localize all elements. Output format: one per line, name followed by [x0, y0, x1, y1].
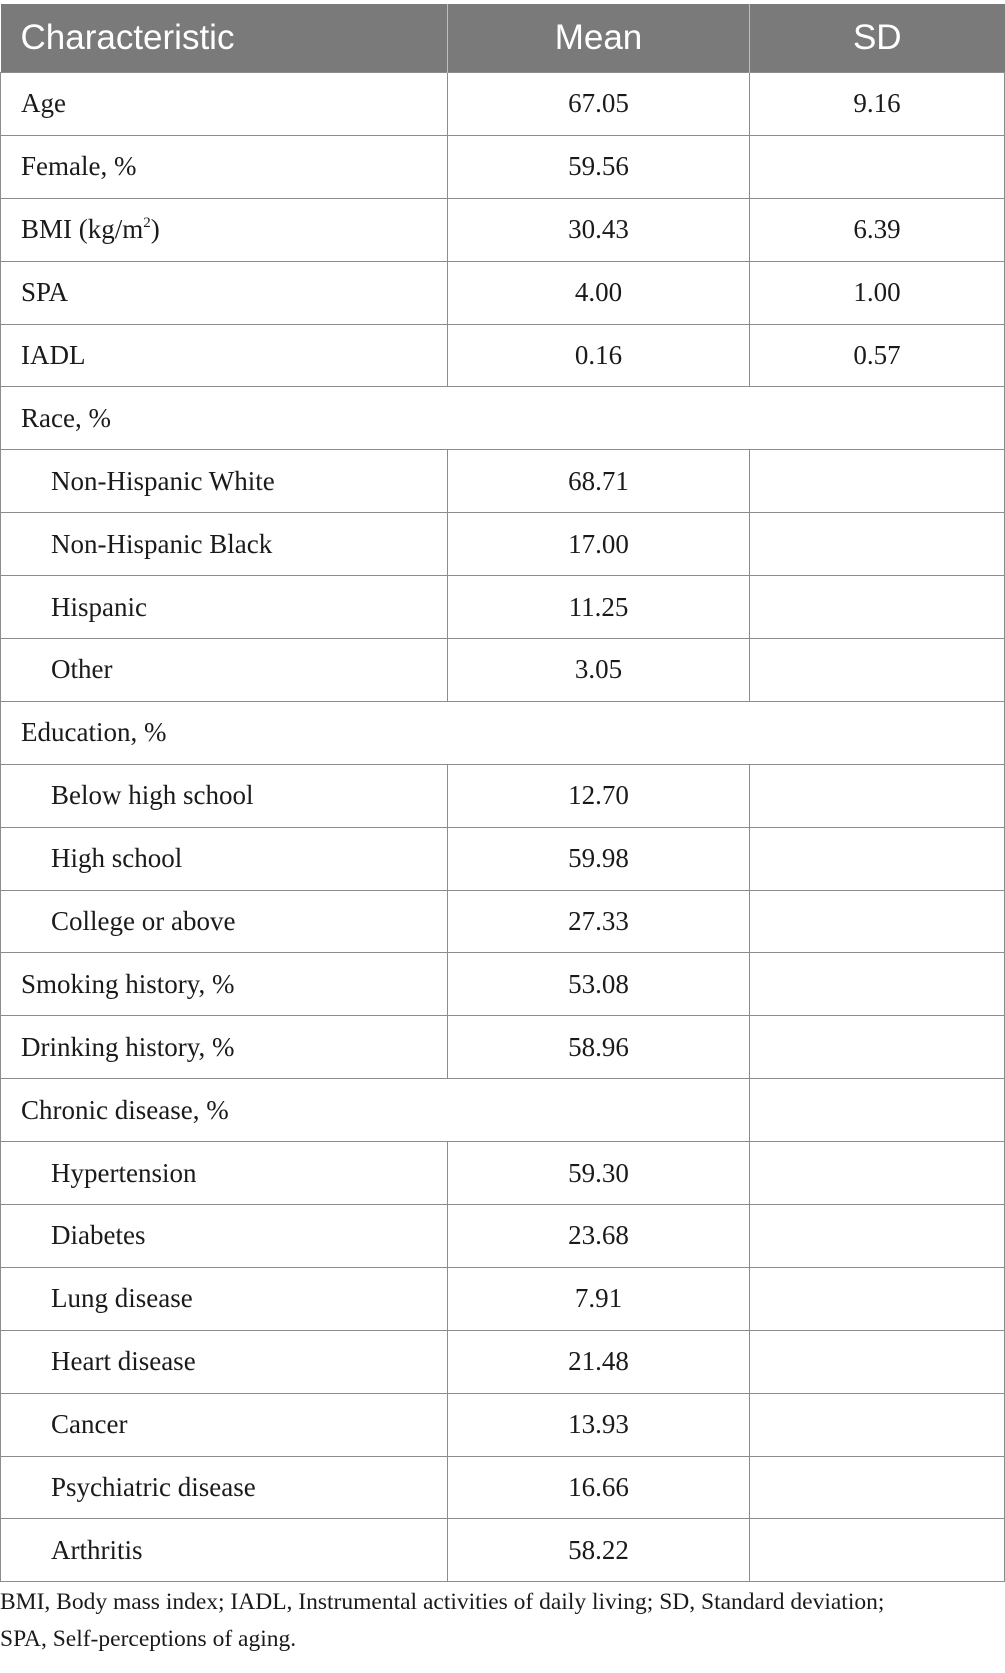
sd-cell: 0.57	[750, 324, 1005, 387]
header-sd: SD	[750, 4, 1005, 73]
mean-cell: 4.00	[448, 261, 750, 324]
characteristic-cell	[1, 198, 448, 261]
mean-cell: 3.05	[448, 639, 750, 702]
table-row	[1, 261, 1005, 324]
characteristic-cell: Other	[1, 639, 448, 702]
header-characteristic: Characteristic	[1, 4, 448, 73]
characteristics-table	[0, 4, 1005, 1582]
table-row	[1, 576, 1005, 639]
characteristic-cell: Non-Hispanic Black	[1, 513, 448, 576]
footnote-line-1: BMI, Body mass index; IADL, Instrumental activities of daily living; SD, Standard deviation;	[0, 1589, 885, 1615]
sd-cell	[750, 827, 1005, 890]
characteristic-cell: Smoking history, %	[1, 953, 448, 1016]
characteristic-cell: Non-Hispanic White	[1, 450, 448, 513]
table-row	[1, 1456, 1005, 1519]
mean-cell: 12.70	[448, 764, 750, 827]
table-header-row	[1, 4, 1005, 73]
characteristic-cell: Drinking history, %	[1, 1016, 448, 1079]
sd-cell	[750, 1142, 1005, 1205]
table-row	[1, 890, 1005, 953]
characteristics-table-container	[0, 4, 1004, 1582]
table-row	[1, 513, 1005, 576]
table-row	[1, 1519, 1005, 1582]
sd-cell	[750, 576, 1005, 639]
sd-cell	[750, 1205, 1005, 1268]
characteristic-cell: IADL	[1, 324, 448, 387]
table-row	[1, 1330, 1005, 1393]
table-row	[1, 764, 1005, 827]
sd-cell	[750, 1016, 1005, 1079]
sd-cell	[750, 513, 1005, 576]
sd-cell	[750, 135, 1005, 198]
table-body	[1, 73, 1005, 1582]
mean-cell: 23.68	[448, 1205, 750, 1268]
sd-cell	[750, 639, 1005, 702]
characteristic-cell: Hispanic	[1, 576, 448, 639]
header-mean: Mean	[448, 4, 750, 73]
table-row	[1, 1267, 1005, 1330]
sd-cell: 9.16	[750, 73, 1005, 136]
mean-cell: 68.71	[448, 450, 750, 513]
table-row	[1, 135, 1005, 198]
mean-cell: 0.16	[448, 324, 750, 387]
group-label: Education, %	[1, 701, 1005, 764]
sd-cell	[750, 953, 1005, 1016]
table-row	[1, 450, 1005, 513]
characteristic-cell: SPA	[1, 261, 448, 324]
footnote-line-2: SPA, Self-perceptions of aging.	[0, 1626, 297, 1652]
mean-cell: 27.33	[448, 890, 750, 953]
characteristic-cell: Arthritis	[1, 1519, 448, 1582]
characteristic-cell: Below high school	[1, 764, 448, 827]
mean-cell: 11.25	[448, 576, 750, 639]
mean-cell: 59.98	[448, 827, 750, 890]
table-row	[1, 701, 1005, 764]
sd-cell	[750, 450, 1005, 513]
sd-cell	[750, 1267, 1005, 1330]
superscript: 2	[143, 215, 151, 232]
table-row	[1, 1016, 1005, 1079]
table-row	[1, 1079, 1005, 1142]
characteristic-cell: Psychiatric disease	[1, 1456, 448, 1519]
table-footnote	[0, 1584, 1004, 1658]
table-row	[1, 73, 1005, 136]
characteristic-cell: Cancer	[1, 1393, 448, 1456]
mean-cell: 17.00	[448, 513, 750, 576]
table-row	[1, 1205, 1005, 1268]
sd-cell	[750, 890, 1005, 953]
sd-cell	[750, 1393, 1005, 1456]
mean-cell: 58.22	[448, 1519, 750, 1582]
characteristic-cell: Age	[1, 73, 448, 136]
sd-cell	[750, 764, 1005, 827]
sd-cell: 6.39	[750, 198, 1005, 261]
mean-cell: 53.08	[448, 953, 750, 1016]
mean-cell: 13.93	[448, 1393, 750, 1456]
table-row	[1, 324, 1005, 387]
characteristic-cell: Female, %	[1, 135, 448, 198]
mean-cell: 59.56	[448, 135, 750, 198]
mean-cell: 7.91	[448, 1267, 750, 1330]
table-row	[1, 953, 1005, 1016]
mean-cell: 30.43	[448, 198, 750, 261]
group-label: Chronic disease, %	[1, 1079, 750, 1142]
mean-cell: 67.05	[448, 73, 750, 136]
sd-cell: 1.00	[750, 261, 1005, 324]
characteristic-cell: Hypertension	[1, 1142, 448, 1205]
characteristic-cell: College or above	[1, 890, 448, 953]
mean-cell: 16.66	[448, 1456, 750, 1519]
mean-cell: 59.30	[448, 1142, 750, 1205]
table-row	[1, 827, 1005, 890]
characteristic-label: BMI (kg/m	[21, 214, 144, 245]
mean-cell: 58.96	[448, 1016, 750, 1079]
characteristic-cell: Heart disease	[1, 1330, 448, 1393]
characteristic-cell: High school	[1, 827, 448, 890]
sd-cell	[750, 1519, 1005, 1582]
table-row	[1, 1142, 1005, 1205]
table-row	[1, 387, 1005, 450]
sd-cell	[750, 1330, 1005, 1393]
group-label: Race, %	[1, 387, 1005, 450]
table-row	[1, 1393, 1005, 1456]
characteristic-cell: Diabetes	[1, 1205, 448, 1268]
sd-cell	[750, 1079, 1005, 1142]
mean-cell: 21.48	[448, 1330, 750, 1393]
characteristic-cell: Lung disease	[1, 1267, 448, 1330]
sd-cell	[750, 1456, 1005, 1519]
characteristic-label-suffix: )	[150, 214, 160, 245]
table-row	[1, 198, 1005, 261]
table-row	[1, 639, 1005, 702]
